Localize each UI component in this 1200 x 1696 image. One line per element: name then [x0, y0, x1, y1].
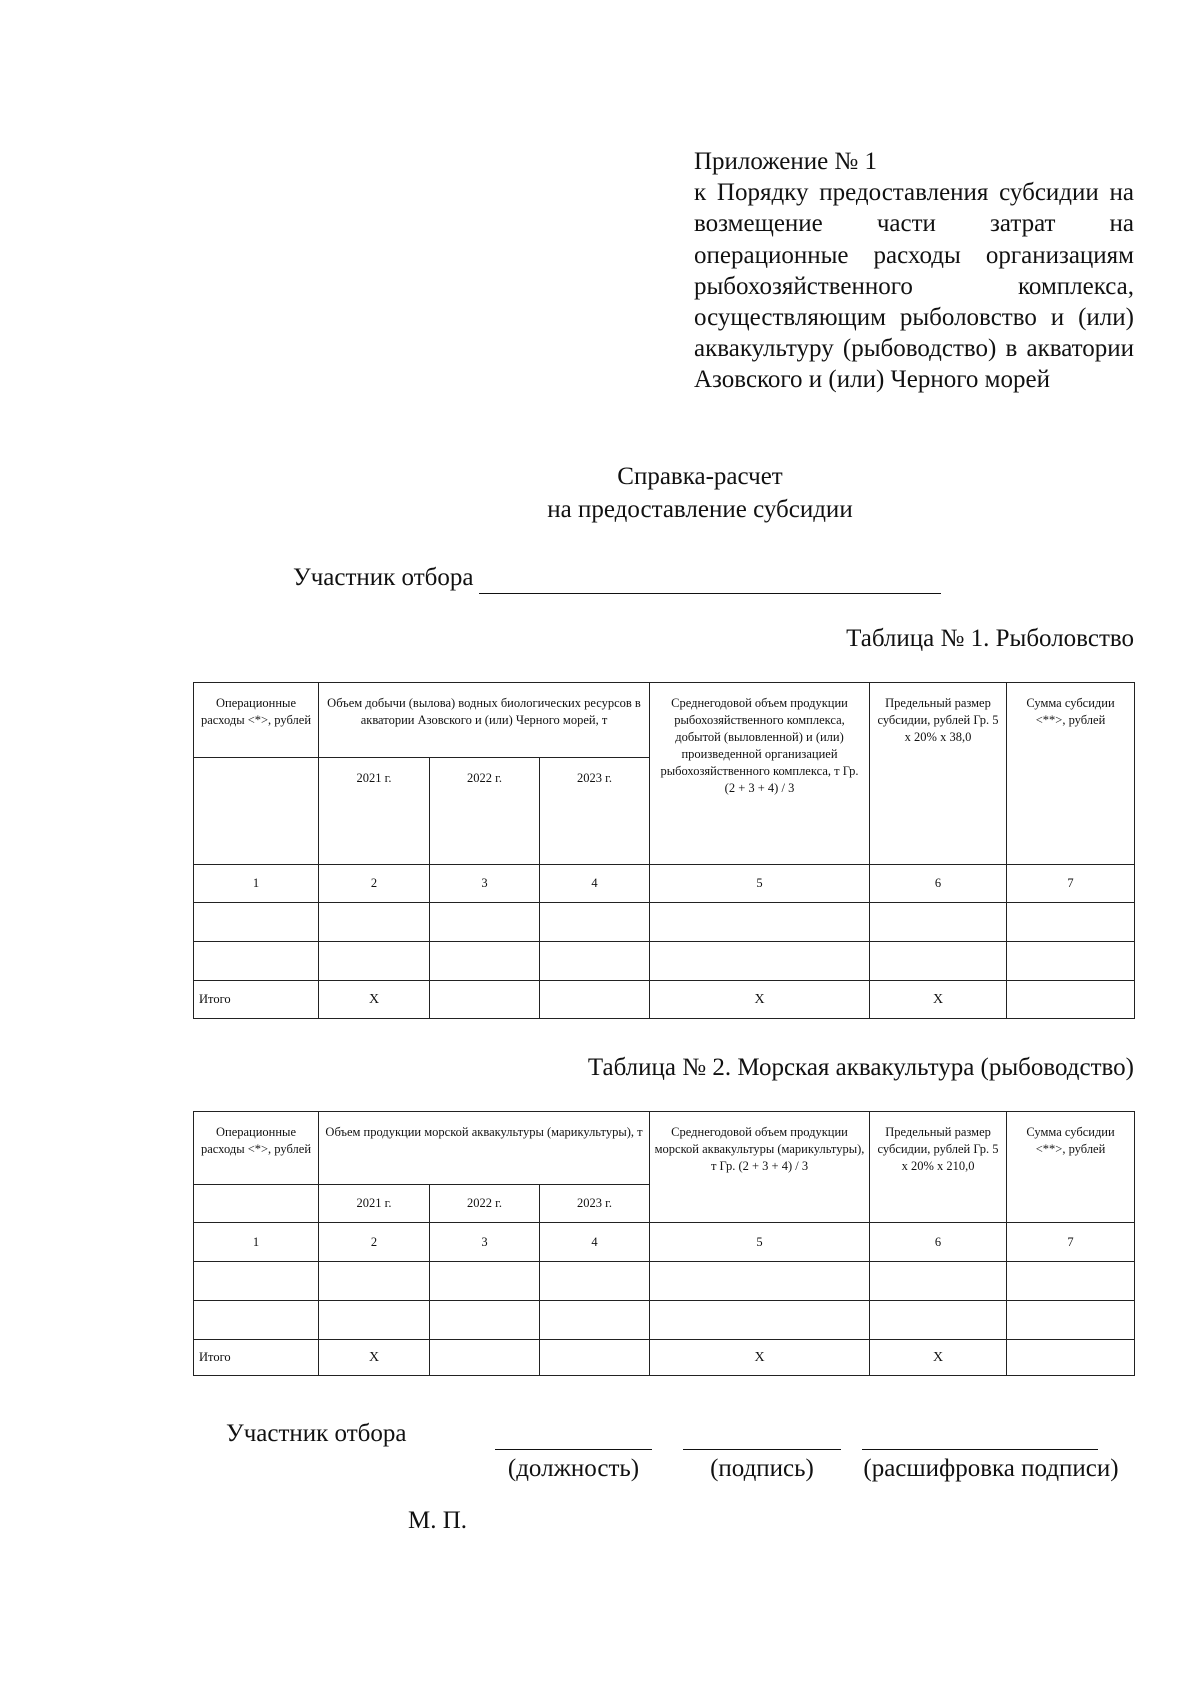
- table2-header-expenses: Операционные расходы <*>, рублей: [194, 1112, 319, 1185]
- table1-header-expenses: Операционные расходы <*>, рублей: [194, 683, 319, 758]
- participant-field: [293, 562, 941, 594]
- table1-caption: Таблица № 1. Рыболовство: [846, 625, 1134, 652]
- table1-total-col2: Х: [319, 981, 430, 1019]
- table2-colnum-5: 5: [650, 1223, 870, 1262]
- table-cell: [540, 903, 650, 942]
- table1-total-row: [194, 981, 1135, 1019]
- table1-header-subsidy-sum: Сумма субсидии <**>, рублей: [1007, 683, 1135, 865]
- table2-header-average-volume: Среднегодовой объем продукции морской аквакультуры (марикультуры), т Гр. (2 + 3 + 4) / 3: [650, 1112, 870, 1223]
- table1-colnum-5: 5: [650, 865, 870, 903]
- table2-colnum-1: 1: [194, 1223, 319, 1262]
- table-cell: [1007, 942, 1135, 981]
- table1-total-col7: [1007, 981, 1135, 1019]
- table1-colnum-4: 4: [540, 865, 650, 903]
- table2-year-2021: 2021 г.: [319, 1185, 430, 1223]
- table2-number-row: [194, 1223, 1135, 1262]
- table1-colnum-2: 2: [319, 865, 430, 903]
- table2-header-empty: [194, 1185, 319, 1223]
- decoding-caption: (расшифровка подписи): [863, 1455, 1119, 1482]
- position-caption: (должность): [507, 1455, 640, 1482]
- table-cell: [1007, 1262, 1135, 1301]
- table-cell: [319, 1262, 430, 1301]
- table2-colnum-4: 4: [540, 1223, 650, 1262]
- table1-header-average-volume: Среднегодовой объем продукции рыбохозяйственного комплекса, добытой (выловленной) и (или) произведенной организацией рыбохозяйственного комплекса, т Гр. (2 + 3 + 4) / 3: [650, 683, 870, 865]
- table-cell: [870, 1262, 1007, 1301]
- table-cell: [319, 1301, 430, 1340]
- table-cell: [650, 903, 870, 942]
- table1-year-2021: 2021 г.: [319, 758, 430, 865]
- table2: [193, 1111, 1135, 1376]
- participant-blank-line: [479, 567, 941, 594]
- signature-line: [683, 1449, 841, 1450]
- table2-total-col7: [1007, 1340, 1135, 1376]
- table2-header-subsidy-sum: Сумма субсидии <**>, рублей: [1007, 1112, 1135, 1223]
- appendix-block: [694, 146, 1134, 396]
- table-row: [194, 942, 1135, 981]
- table-cell: [430, 1262, 540, 1301]
- stamp-place: М. П.: [408, 1507, 468, 1534]
- table2-total-col3: [430, 1340, 540, 1376]
- table1-year-2022: 2022 г.: [430, 758, 540, 865]
- table2-colnum-2: 2: [319, 1223, 430, 1262]
- table-cell: [430, 903, 540, 942]
- appendix-text: к Порядку предоставления субсидии на возмещение части затрат на операционные расходы организациям рыбохозяйственного комплекса, осуществляющим рыболовство и (или) аквакультуру (рыбоводство) в акватории Азовского и (или) Черного морей: [694, 179, 1134, 394]
- table-cell: [319, 903, 430, 942]
- table2-header-max-subsidy: Предельный размер субсидии, рублей Гр. 5 х 20% х 210,0: [870, 1112, 1007, 1223]
- table1-year-2023: 2023 г.: [540, 758, 650, 865]
- table1-colnum-6: 6: [870, 865, 1007, 903]
- table2-total-row: [194, 1340, 1135, 1376]
- table1-total-col5: Х: [650, 981, 870, 1019]
- signature-caption: (подпись): [710, 1455, 814, 1482]
- table-cell: [430, 1301, 540, 1340]
- table-row: [194, 1262, 1135, 1301]
- position-line: [495, 1449, 652, 1450]
- table-cell: [540, 942, 650, 981]
- table-cell: [319, 942, 430, 981]
- table-row: [194, 903, 1135, 942]
- table2-total-label: Итого: [194, 1340, 319, 1376]
- table2-header-product-volume: Объем продукции морской аквакультуры (марикультуры), т: [319, 1112, 650, 1185]
- table1-header-catch-volume: Объем добычи (вылова) водных биологических ресурсов в акватории Азовского и (или) Черного морей, т: [319, 683, 650, 758]
- table1-colnum-1: 1: [194, 865, 319, 903]
- table1: [193, 682, 1135, 1019]
- table-cell: [540, 1301, 650, 1340]
- table-cell: [194, 942, 319, 981]
- table2-caption: Таблица № 2. Морская аквакультура (рыбоводство): [587, 1054, 1134, 1081]
- table1-total-label: Итого: [194, 981, 319, 1019]
- decoding-line: [862, 1449, 1098, 1450]
- table1-header-max-subsidy: Предельный размер субсидии, рублей Гр. 5 х 20% х 38,0: [870, 683, 1007, 865]
- table-cell: [1007, 903, 1135, 942]
- table1-header-empty: [194, 758, 319, 865]
- table2-total-col6: Х: [870, 1340, 1007, 1376]
- appendix-title: Приложение № 1: [694, 148, 878, 175]
- table-cell: [194, 1262, 319, 1301]
- table-cell: [650, 1262, 870, 1301]
- table-row: [194, 1301, 1135, 1340]
- document-title-line2: на предоставление субсидии: [547, 496, 853, 523]
- table2-colnum-7: 7: [1007, 1223, 1135, 1262]
- table2-colnum-3: 3: [430, 1223, 540, 1262]
- table-cell: [870, 1301, 1007, 1340]
- table2-total-col5: Х: [650, 1340, 870, 1376]
- table-cell: [194, 903, 319, 942]
- document-title-line1: Справка-расчет: [617, 463, 783, 490]
- table1-colnum-3: 3: [430, 865, 540, 903]
- table-cell: [194, 1301, 319, 1340]
- table2-total-col2: Х: [319, 1340, 430, 1376]
- table1-total-col3: [430, 981, 540, 1019]
- table2-year-2023: 2023 г.: [540, 1185, 650, 1223]
- table-cell: [540, 1262, 650, 1301]
- participant-label: Участник отбора: [293, 564, 474, 591]
- table-cell: [870, 903, 1007, 942]
- table-cell: [870, 942, 1007, 981]
- document-title: [400, 460, 1000, 526]
- table-cell: [650, 1301, 870, 1340]
- table2-year-2022: 2022 г.: [430, 1185, 540, 1223]
- table1-total-col4: [540, 981, 650, 1019]
- signature-participant-label: Участник отбора: [226, 1420, 407, 1447]
- table-cell: [650, 942, 870, 981]
- table1-colnum-7: 7: [1007, 865, 1135, 903]
- table-cell: [1007, 1301, 1135, 1340]
- table2-total-col4: [540, 1340, 650, 1376]
- table2-colnum-6: 6: [870, 1223, 1007, 1262]
- table-cell: [430, 942, 540, 981]
- table1-total-col6: Х: [870, 981, 1007, 1019]
- table1-number-row: [194, 865, 1135, 903]
